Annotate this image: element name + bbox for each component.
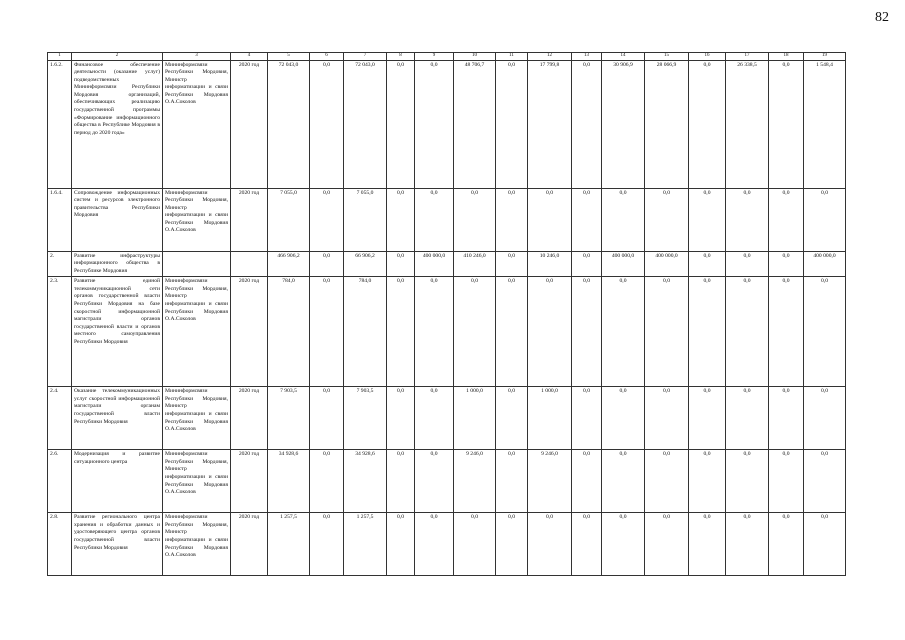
column-number: 15 (645, 53, 689, 61)
row-code: 2.8. (48, 513, 72, 576)
row-amount: 0,0 (804, 277, 846, 387)
row-period (231, 251, 268, 277)
column-number: 13 (572, 53, 602, 61)
row-amount: 0,0 (310, 387, 344, 450)
column-number: 19 (804, 53, 846, 61)
row-amount: 784,0 (268, 277, 310, 387)
column-number: 7 (344, 53, 387, 61)
row-amount: 72 043,0 (268, 60, 310, 188)
row-title: Развитие регионального центра хранения и обработки данных и удостоверяющего центра органов государственной власти Республики Мордовия (72, 513, 163, 576)
row-code: 2. (48, 251, 72, 277)
row-amount: 0,0 (387, 387, 415, 450)
row-amount: 0,0 (726, 277, 769, 387)
row-amount: 0,0 (769, 251, 804, 277)
row-code: 1.6.4. (48, 188, 72, 251)
column-number: 18 (769, 53, 804, 61)
column-number: 6 (310, 53, 344, 61)
row-amount: 0,0 (415, 387, 454, 450)
table-row (48, 251, 846, 277)
row-amount: 0,0 (645, 387, 689, 450)
row-amount: 0,0 (528, 188, 572, 251)
row-amount: 9 246,0 (528, 450, 572, 513)
column-number: 17 (726, 53, 769, 61)
row-amount: 0,0 (572, 387, 602, 450)
row-title: Развитие инфраструктуры информационного общества в Республике Мордовия (72, 251, 163, 277)
column-number: 11 (496, 53, 528, 61)
row-amount: 1 548,4 (804, 60, 846, 188)
row-amount: 0,0 (689, 251, 726, 277)
row-amount: 0,0 (528, 277, 572, 387)
row-responsible: Мининформсвязи Республики Мордовия, Министр информатизации и связи Республики Мордовия О.А.Соколов (163, 387, 231, 450)
row-amount: 0,0 (454, 188, 496, 251)
row-amount: 7 903,5 (344, 387, 387, 450)
row-amount: 0,0 (496, 60, 528, 188)
row-amount: 0,0 (415, 60, 454, 188)
row-amount: 0,0 (602, 277, 645, 387)
column-number: 1 (48, 53, 72, 61)
row-amount: 0,0 (572, 277, 602, 387)
row-amount: 7 055,0 (344, 188, 387, 251)
row-amount: 0,0 (387, 251, 415, 277)
row-responsible: Мининформсвязи Республики Мордовия, Министр информатизации и связи Республики Мордовия О.А.Соколов (163, 188, 231, 251)
row-amount: 0,0 (602, 450, 645, 513)
row-amount: 10 246,0 (528, 251, 572, 277)
row-amount: 1 000,0 (528, 387, 572, 450)
row-amount: 0,0 (387, 277, 415, 387)
row-amount: 0,0 (769, 387, 804, 450)
row-period: 2020 год (231, 188, 268, 251)
row-amount: 0,0 (528, 513, 572, 576)
row-amount: 0,0 (689, 387, 726, 450)
row-amount: 0,0 (387, 513, 415, 576)
row-amount: 48 706,7 (454, 60, 496, 188)
row-amount: 0,0 (496, 188, 528, 251)
row-amount: 0,0 (454, 513, 496, 576)
row-amount: 0,0 (496, 251, 528, 277)
row-responsible: Мининформсвязи Республики Мордовия, Министр информатизации и связи Республики Мордовия О.А.Соколов (163, 513, 231, 576)
row-amount: 0,0 (689, 277, 726, 387)
column-number: 10 (454, 53, 496, 61)
row-amount: 0,0 (602, 387, 645, 450)
row-title: Финансовое обеспечение деятельности (оказание услуг) подведомственных Мининформсвязи Республики Мордовия организаций, обеспечивающих реализацию государственной программы «Формирование информационного общества в Республике Мордовия в период до 2020 года» (72, 60, 163, 188)
row-title: Оказание телекоммуникационных услуг скоростной информационной магистрали органам государственной власти Республики Мордовия (72, 387, 163, 450)
row-responsible: Мининформсвязи Республики Мордовия, Министр информатизации и связи Республики Мордовия О.А.Соколов (163, 277, 231, 387)
row-amount: 0,0 (496, 277, 528, 387)
row-amount: 0,0 (572, 60, 602, 188)
row-amount: 0,0 (804, 450, 846, 513)
row-amount: 0,0 (310, 251, 344, 277)
column-number: 3 (163, 53, 231, 61)
row-amount: 0,0 (572, 188, 602, 251)
row-amount: 0,0 (726, 450, 769, 513)
row-amount: 0,0 (310, 450, 344, 513)
row-title: Модернизация и развитие ситуационного центра (72, 450, 163, 513)
row-code: 2.4. (48, 387, 72, 450)
row-amount: 0,0 (572, 450, 602, 513)
row-amount: 9 246,0 (454, 450, 496, 513)
row-title: Развитие единой телекоммуникационной сети органов государственной власти Республики Мордовия на базе скоростной информационной магистрали органов государственной власти и органов местного самоуправления Республики Мордовия (72, 277, 163, 387)
row-amount: 0,0 (769, 513, 804, 576)
row-amount: 0,0 (310, 277, 344, 387)
row-amount: 0,0 (496, 513, 528, 576)
table-row (48, 188, 846, 251)
budget-table (47, 52, 846, 576)
row-amount: 1 257,5 (268, 513, 310, 576)
row-amount: 0,0 (645, 277, 689, 387)
row-amount: 0,0 (804, 513, 846, 576)
row-amount: 400 000,0 (602, 251, 645, 277)
row-responsible: Мининформсвязи Республики Мордовия, Министр информатизации и связи Республики Мордовия О.А.Соколов (163, 60, 231, 188)
column-number: 12 (528, 53, 572, 61)
row-amount: 26 338,5 (726, 60, 769, 188)
row-amount: 400 000,0 (804, 251, 846, 277)
row-responsible: Мининформсвязи Республики Мордовия, Министр информатизации и связи Республики Мордовия О.А.Соколов (163, 450, 231, 513)
row-amount: 0,0 (415, 188, 454, 251)
row-amount: 0,0 (804, 188, 846, 251)
row-amount: 0,0 (387, 60, 415, 188)
row-amount: 0,0 (387, 188, 415, 251)
column-number-row (48, 53, 846, 61)
row-amount: 0,0 (496, 387, 528, 450)
row-amount: 0,0 (726, 251, 769, 277)
row-amount: 0,0 (769, 450, 804, 513)
row-amount: 0,0 (310, 60, 344, 188)
row-amount: 0,0 (645, 513, 689, 576)
row-amount: 784,0 (344, 277, 387, 387)
row-amount: 410 246,0 (454, 251, 496, 277)
row-amount: 0,0 (415, 277, 454, 387)
row-amount: 0,0 (645, 188, 689, 251)
column-number: 14 (602, 53, 645, 61)
row-amount: 34 928,6 (268, 450, 310, 513)
row-amount: 0,0 (415, 513, 454, 576)
page-number: 82 (875, 10, 889, 25)
row-responsible (163, 251, 231, 277)
row-period: 2020 год (231, 387, 268, 450)
column-number: 4 (231, 53, 268, 61)
table-row (48, 450, 846, 513)
row-amount: 0,0 (415, 450, 454, 513)
row-title: Сопровождение информационных систем и ресурсов электронного правительства Республики Мордовия (72, 188, 163, 251)
row-amount: 1 257,5 (344, 513, 387, 576)
row-amount: 400 000,0 (415, 251, 454, 277)
row-period: 2020 год (231, 60, 268, 188)
row-amount: 0,0 (310, 513, 344, 576)
row-amount: 0,0 (769, 188, 804, 251)
row-amount: 0,0 (496, 450, 528, 513)
row-amount: 0,0 (572, 251, 602, 277)
row-amount: 0,0 (726, 188, 769, 251)
column-number: 16 (689, 53, 726, 61)
row-amount: 0,0 (689, 450, 726, 513)
row-period: 2020 год (231, 277, 268, 387)
row-amount: 0,0 (454, 277, 496, 387)
row-amount: 0,0 (769, 60, 804, 188)
row-amount: 0,0 (726, 513, 769, 576)
table-row (48, 277, 846, 387)
row-amount: 17 799,8 (528, 60, 572, 188)
row-amount: 0,0 (689, 188, 726, 251)
row-amount: 466 906,2 (268, 251, 310, 277)
table-row (48, 387, 846, 450)
column-number: 8 (387, 53, 415, 61)
row-amount: 0,0 (804, 387, 846, 450)
column-number: 2 (72, 53, 163, 61)
row-amount: 7 055,0 (268, 188, 310, 251)
row-period: 2020 год (231, 513, 268, 576)
row-code: 1.6.2. (48, 60, 72, 188)
row-amount: 30 906,9 (602, 60, 645, 188)
row-amount: 0,0 (387, 450, 415, 513)
row-amount: 0,0 (310, 188, 344, 251)
row-amount: 7 903,5 (268, 387, 310, 450)
row-amount: 34 928,6 (344, 450, 387, 513)
row-amount: 0,0 (645, 450, 689, 513)
row-amount: 0,0 (572, 513, 602, 576)
row-amount: 66 906,2 (344, 251, 387, 277)
row-amount: 0,0 (602, 188, 645, 251)
row-amount: 0,0 (602, 513, 645, 576)
row-amount: 0,0 (689, 60, 726, 188)
row-amount: 28 066,9 (645, 60, 689, 188)
column-number: 5 (268, 53, 310, 61)
row-code: 2.3. (48, 277, 72, 387)
column-number: 9 (415, 53, 454, 61)
row-amount: 400 000,0 (645, 251, 689, 277)
row-period: 2020 год (231, 450, 268, 513)
row-amount: 0,0 (769, 277, 804, 387)
row-amount: 1 000,0 (454, 387, 496, 450)
row-amount: 72 043,0 (344, 60, 387, 188)
table-row (48, 60, 846, 188)
row-code: 2.6. (48, 450, 72, 513)
row-amount: 0,0 (726, 387, 769, 450)
row-amount: 0,0 (689, 513, 726, 576)
table-row (48, 513, 846, 576)
